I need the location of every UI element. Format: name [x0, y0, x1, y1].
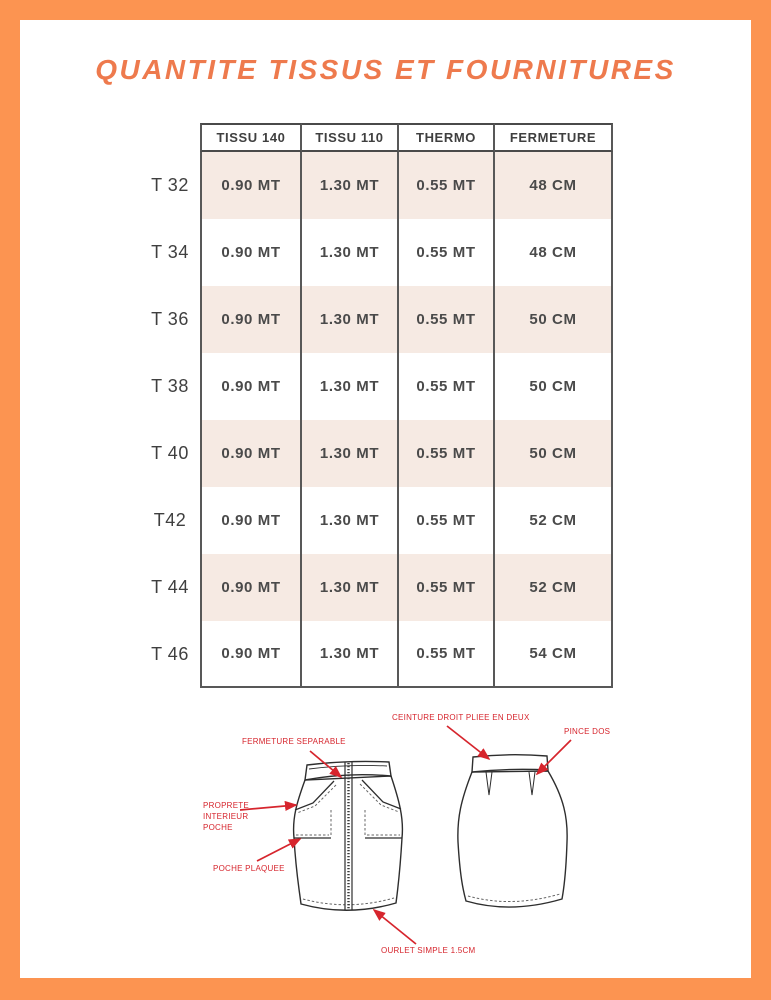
- cell-thermo: 0.55 MT: [399, 487, 495, 554]
- cell-tissu140: 0.90 MT: [200, 621, 302, 688]
- cell-tissu110: 1.30 MT: [302, 554, 399, 621]
- cell-tissu140: 0.90 MT: [200, 353, 302, 420]
- cell-tissu140: 0.90 MT: [200, 286, 302, 353]
- column-header-fermeture: FERMETURE: [495, 123, 613, 152]
- row-size-label: T 44: [151, 577, 189, 597]
- arrow-poche-plaquee: [257, 839, 300, 861]
- annotation-ourlet-simple: OURLET SIMPLE 1.5CM: [381, 946, 476, 955]
- cell-fermeture: 52 CM: [495, 487, 613, 554]
- cell-thermo: 0.55 MT: [399, 286, 495, 353]
- cell-tissu140: 0.90 MT: [200, 487, 302, 554]
- cell-tissu110: 1.30 MT: [302, 353, 399, 420]
- cell-thermo: 0.55 MT: [399, 554, 495, 621]
- cell-tissu140: 0.90 MT: [200, 152, 302, 219]
- arrow-ceinture-droit: [447, 726, 489, 759]
- cell-tissu110: 1.30 MT: [302, 286, 399, 353]
- cell-thermo: 0.55 MT: [399, 420, 495, 487]
- column-header-tissu110: TISSU 110: [302, 123, 399, 152]
- row-size-label: T 38: [151, 376, 189, 396]
- row-size-label: T 32: [151, 175, 189, 195]
- row-size-label: T 46: [151, 644, 189, 664]
- row-size-label: T 34: [151, 242, 189, 262]
- back-skirt: [458, 755, 567, 907]
- cell-tissu110: 1.30 MT: [302, 621, 399, 688]
- annotation-ceinture-droit: CEINTURE DROIT PLIEE EN DEUX: [392, 713, 530, 722]
- cell-tissu110: 1.30 MT: [302, 152, 399, 219]
- cell-tissu110: 1.30 MT: [302, 420, 399, 487]
- row-size-label: T 36: [151, 309, 189, 329]
- cell-fermeture: 50 CM: [495, 286, 613, 353]
- cell-fermeture: 54 CM: [495, 621, 613, 688]
- cell-fermeture: 52 CM: [495, 554, 613, 621]
- row-size-label: T42: [153, 510, 187, 530]
- cell-tissu110: 1.30 MT: [302, 487, 399, 554]
- cell-thermo: 0.55 MT: [399, 152, 495, 219]
- cell-fermeture: 48 CM: [495, 219, 613, 286]
- cell-fermeture: 48 CM: [495, 152, 613, 219]
- cell-fermeture: 50 CM: [495, 420, 613, 487]
- annotation-pince-dos: PINCE DOS: [564, 727, 611, 736]
- cell-fermeture: 50 CM: [495, 353, 613, 420]
- arrow-ourlet-simple: [374, 910, 416, 944]
- cell-tissu140: 0.90 MT: [200, 219, 302, 286]
- cell-thermo: 0.55 MT: [399, 621, 495, 688]
- column-header-thermo: THERMO: [399, 123, 495, 152]
- skirt-line-art: [190, 690, 610, 980]
- cell-tissu140: 0.90 MT: [200, 554, 302, 621]
- cell-thermo: 0.55 MT: [399, 353, 495, 420]
- page-title: QUANTITE TISSUS ET FOURNITURES: [95, 54, 676, 85]
- cell-thermo: 0.55 MT: [399, 219, 495, 286]
- cell-tissu110: 1.30 MT: [302, 219, 399, 286]
- row-size-label: T 40: [151, 443, 189, 463]
- annotation-fermeture-separable: FERMETURE SEPARABLE: [242, 737, 346, 746]
- cell-tissu140: 0.90 MT: [200, 420, 302, 487]
- column-header-tissu140: TISSU 140: [200, 123, 302, 152]
- annotation-poche-plaquee: POCHE PLAQUEE: [213, 864, 285, 873]
- annotation-proprete-interieur-poche: PROPRETE INTERIEUR POCHE: [203, 801, 250, 832]
